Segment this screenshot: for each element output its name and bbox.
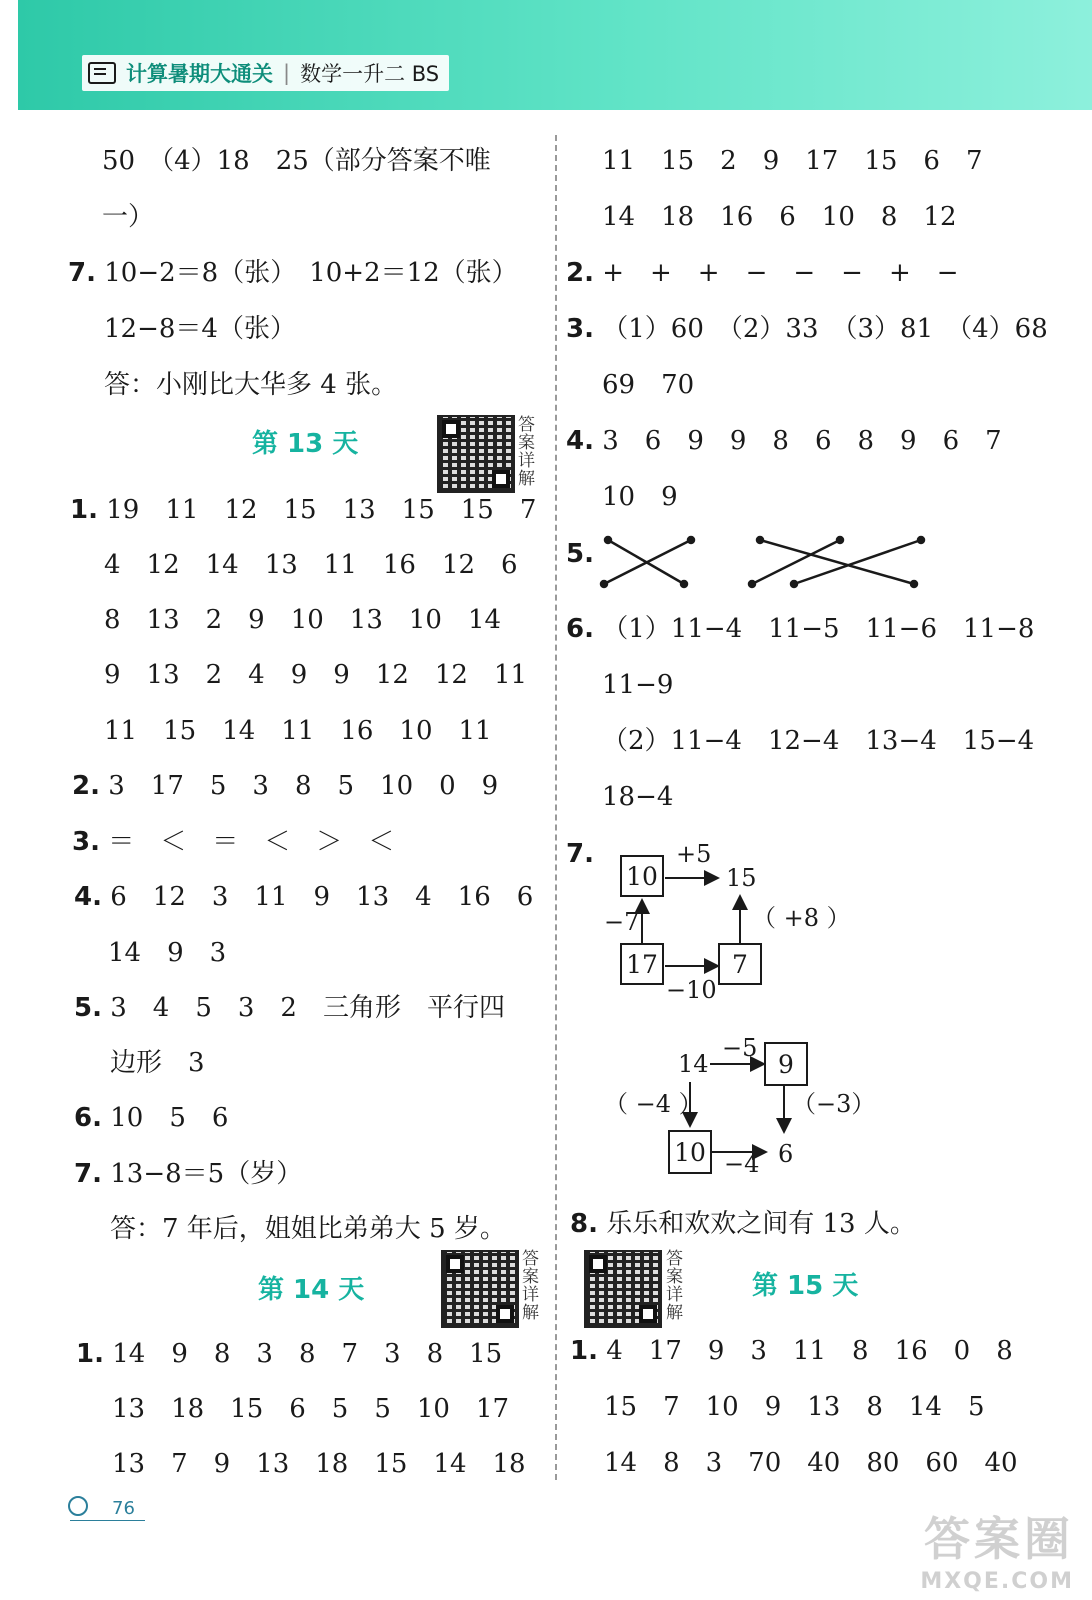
answer-line: 1. 4 17 9 3 11 8 16 0 8: [570, 1336, 1013, 1366]
answer-line: 9 13 2 4 9 9 12 12 11: [104, 660, 528, 690]
number-box: 10: [668, 1130, 712, 1174]
match-line: [760, 540, 914, 584]
answer-line: 5. 3 4 5 3 2 三角形 平行四: [74, 993, 505, 1023]
answer-line: 7. 10−2＝8（张） 10+2＝12（张）: [68, 258, 518, 288]
answer-line: 一）: [102, 202, 155, 232]
operation-label: −10: [666, 976, 717, 1004]
answer-line: 6. 10 5 6: [74, 1103, 229, 1133]
number-box: 17: [620, 943, 664, 985]
match-dot: [911, 581, 917, 587]
answer-line: 8. 乐乐和欢欢之间有 13 人。: [570, 1209, 916, 1239]
answer-line: 1. 14 9 8 3 8 7 3 8 15: [76, 1339, 503, 1369]
qr-code-icon[interactable]: [441, 1250, 519, 1328]
answer-line: 8 13 2 9 10 13 10 14: [104, 605, 502, 635]
answer-line: 50 （4）18 25（部分答案不唯: [102, 146, 491, 176]
match-line: [752, 540, 840, 584]
answer-line: 4. 3 6 9 9 8 6 8 9 6 7: [566, 426, 1002, 456]
answer-line: 答：7 年后，姐姐比弟弟大 5 岁。: [110, 1214, 506, 1244]
answer-line: 14 18 16 6 10 8 12: [602, 202, 957, 232]
answer-line: 10 9: [602, 482, 678, 512]
answer-line: 7.: [566, 839, 594, 869]
answer-line: 4 12 14 13 11 16 12 6: [104, 550, 518, 580]
answer-line: 5.: [566, 539, 594, 569]
answer-line: 7. 13−8＝5（岁）: [74, 1159, 303, 1189]
column-divider: [555, 135, 557, 1480]
operation-label: +5: [676, 840, 712, 868]
answer-line: 13 18 15 6 5 5 10 17: [112, 1394, 510, 1424]
qr-code-icon[interactable]: [437, 415, 515, 493]
answer-line: 3. （1）60 （2）33 （3）81 （4）68: [566, 314, 1048, 344]
watermark-logo: 答案圈: [924, 1512, 1074, 1566]
qr-label: 答案详解: [518, 415, 535, 489]
answer-line: 14 9 3: [108, 938, 227, 968]
match-dot: [757, 537, 763, 543]
match-dot: [601, 581, 607, 587]
page-number: 76: [112, 1498, 135, 1519]
match-dot: [791, 581, 797, 587]
watermark: [920, 1503, 1074, 1594]
number-box: 10: [620, 855, 664, 897]
result-label: 15: [726, 864, 757, 892]
answer-line: 2. + + + − − − + −: [566, 258, 959, 288]
match-dot: [688, 537, 694, 543]
answer-line: 18−4: [602, 782, 674, 812]
sun-icon: [68, 1496, 88, 1516]
answer-line: 6. （1）11−4 11−5 11−6 11−8: [566, 614, 1035, 644]
operation-label: （−3）: [792, 1090, 876, 1118]
matching-lines-diagram: [596, 532, 936, 592]
answer-line: 13 7 9 13 18 15 14 18: [112, 1449, 526, 1479]
operation-label: −7: [604, 908, 640, 936]
header-title-band: [82, 55, 449, 91]
answer-line: （2）11−4 12−4 13−4 15−4: [602, 726, 1035, 756]
number-box: 9: [764, 1042, 808, 1086]
section-title-day13: 第 13 天: [252, 429, 359, 459]
answer-line: 答：小刚比大华多 4 张。: [104, 370, 398, 400]
qr-label: 答案详解: [522, 1249, 539, 1323]
number-box: 7: [718, 943, 762, 985]
answer-line: 69 70: [602, 370, 695, 400]
book-icon: [88, 62, 116, 84]
answer-line: 1. 19 11 12 15 13 15 15 7: [70, 495, 537, 525]
answer-line: 15 7 10 9 13 8 14 5: [604, 1392, 985, 1422]
match-line: [794, 540, 921, 584]
match-dot: [681, 581, 687, 587]
match-dot: [918, 537, 924, 543]
qr-code-icon[interactable]: [584, 1250, 662, 1328]
operation-label: （ −4 ）: [604, 1090, 703, 1118]
section-title-day14: 第 14 天: [258, 1275, 365, 1305]
answer-line: 2. 3 17 5 3 8 5 10 0 9: [72, 771, 499, 801]
book-subtitle: 数学一升二 BS: [300, 62, 440, 86]
section-title-day15: 第 15 天: [752, 1271, 859, 1301]
operation-label: （ +8 ）: [752, 904, 851, 932]
page-number-underline: [70, 1520, 145, 1521]
answer-line: 12−8＝4（张）: [104, 314, 296, 344]
answer-line: 3. ＝ ＜ ＝ ＜ ＞ ＜: [72, 827, 395, 857]
answer-line: 11−9: [602, 670, 674, 700]
header-separator: |: [283, 61, 291, 85]
header-banner: [18, 0, 1092, 110]
match-dot: [749, 581, 755, 587]
book-title: 计算暑期大通关: [126, 62, 273, 86]
watermark-url: MXQE.COM: [920, 1569, 1074, 1594]
answer-line: 4. 6 12 3 11 9 13 4 16 6: [74, 882, 534, 912]
answer-line: 11 15 2 9 17 15 6 7: [602, 146, 983, 176]
answer-line: 14 8 3 70 40 80 60 40: [604, 1448, 1018, 1478]
match-dot: [837, 537, 843, 543]
operation-label: −4: [724, 1150, 760, 1178]
answer-line: 边形 3: [110, 1048, 205, 1078]
operation-label: −5: [722, 1034, 758, 1062]
start-label: 14: [678, 1050, 709, 1078]
qr-label: 答案详解: [666, 1249, 683, 1323]
result-label: 6: [778, 1140, 794, 1168]
match-dot: [605, 537, 611, 543]
answer-line: 11 15 14 11 16 10 11: [104, 716, 492, 746]
